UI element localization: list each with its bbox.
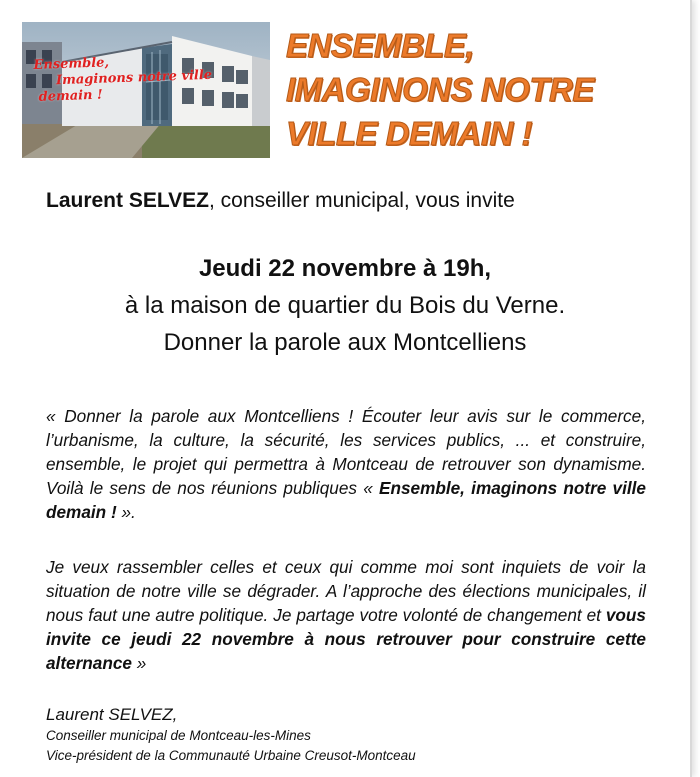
invite-rest: , conseiller municipal, vous invite — [208, 189, 515, 212]
signature-role: Conseiller municipal de Montceau-les-Mines — [46, 728, 311, 743]
invite-line — [46, 188, 666, 214]
event-motto: Donner la parole aux Montcelliens — [163, 329, 527, 356]
photo-caption-line: Imaginons notre ville — [55, 67, 213, 89]
paragraph-2 — [46, 555, 646, 675]
paragraph-2-text: Je veux rassembler celles et ceux qui comme moi sont inquiets de voir la situation de notre ville se dégrader. A l’approche des élections municipales, il nous faut une autre politique. Je partage votre volonté de changement et — [46, 557, 646, 625]
event-date: Jeudi 22 novembre à 19h, — [198, 255, 492, 282]
photo-caption-line: demain ! — [38, 87, 104, 105]
paragraph-1-end: ». — [116, 502, 136, 522]
paragraph-1-text: « Donner la parole aux Montcelliens ! Écouter leur avis sur le commerce, l’urbanisme, la culture, la sécurité, les services publics, ... et construire, ensemble, le projet qui permettra à Montceau de retrouver son dynamisme. Voilà le sens de nos réunions publiques « — [46, 406, 646, 498]
paragraph-2-bold: vous invite ce jeudi 22 novembre à nous retrouver pour construire cette alternance — [46, 605, 646, 673]
headline-line: ENSEMBLE, — [286, 27, 475, 64]
photo-caption — [27, 50, 269, 106]
invite-name: Laurent SELVEZ — [46, 189, 209, 212]
headline-line: IMAGINONS NOTRE — [286, 71, 594, 108]
photo-caption-line: Ensemble, — [33, 55, 110, 73]
paragraph-1 — [46, 404, 646, 524]
headline-line: VILLE DEMAIN ! — [286, 115, 532, 152]
signature — [46, 704, 666, 766]
signature-name: Laurent SELVEZ, — [46, 705, 178, 724]
paragraph-1-bold: Ensemble, imaginons notre ville demain ! — [46, 478, 646, 522]
event-details — [40, 250, 650, 361]
event-place: à la maison de quartier du Bois du Verne. — [124, 292, 566, 319]
paragraph-2-end: » — [131, 653, 147, 673]
signature-role: Vice-président de la Communauté Urbaine Creusot-Montceau — [46, 748, 416, 763]
building-photo — [22, 22, 270, 158]
headline — [286, 24, 681, 156]
